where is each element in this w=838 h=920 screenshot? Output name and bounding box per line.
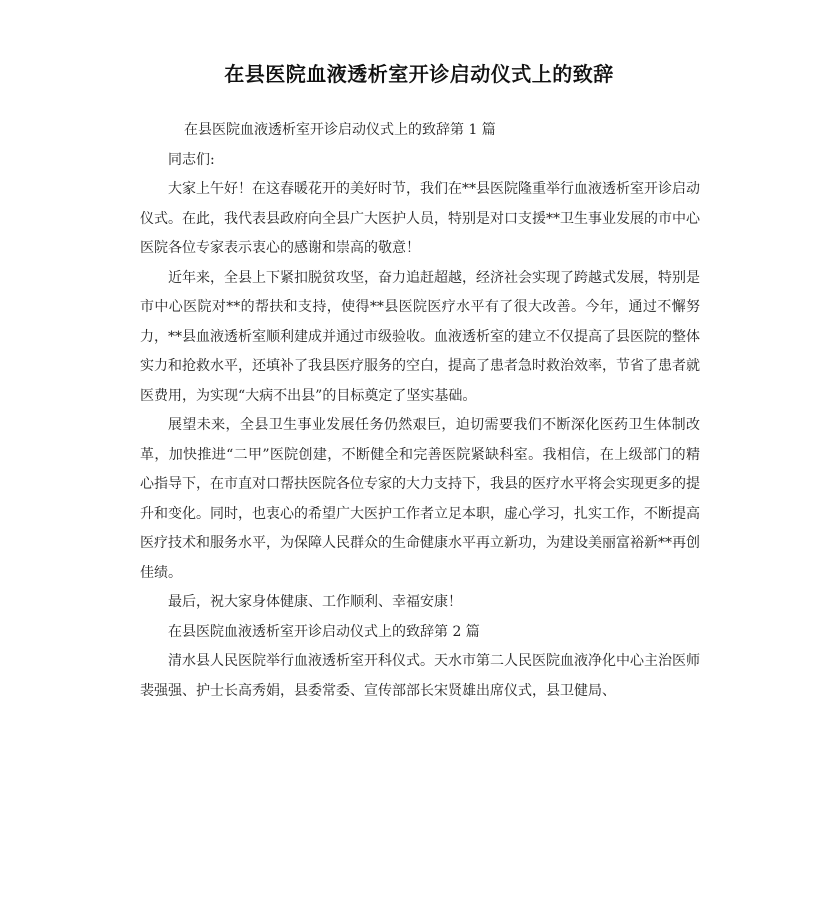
document-body — [140, 116, 700, 706]
salutation: 同志们: — [168, 151, 215, 168]
paragraph-achievements: 近年来，全县上下紧扣脱贫攻坚，奋力追赶超越，经济社会实现了跨越式发展，特别是市中心医院对**的帮扶和支持，使得**县医院医疗水平有了很大改善。今年，通过不懈努力，**县血液透析室顺利建成并通过市级验收。血液透析室的建立不仅提高了县医院的整体实力和抢救水平，还填补了我县医疗服务的空白，提高了患者急时救治效率，节省了患者就医费用，为实现“大病不出县”的目标奠定了坚实基础。 — [140, 269, 700, 404]
paragraph-outlook: 展望未来，全县卫生事业发展任务仍然艰巨，迫切需要我们不断深化医药卫生体制改革，加快推进“二甲”医院创建，不断健全和完善医院紧缺科室。我相信，在上级部门的精心指导下，在市直对口帮扶医院各位专家的大力支持下，我县的医疗水平将会实现更多的提升和变化。同时，也衷心的希望广大医护工作者立足本职，虚心学习，扎实工作，不断提高医疗技术和服务水平，为保障人民群众的生命健康水平再立新功，为建设美丽富裕新**再创佳绩。 — [140, 417, 700, 581]
section-heading-1: 在县医院血液透析室开诊启动仪式上的致辞第 1 篇 — [184, 122, 496, 138]
paragraph-closing: 最后，祝大家身体健康、工作顺利、幸福安康！ — [168, 594, 462, 610]
paragraph-opening: 大家上午好！在这春暖花开的美好时节，我们在**县医院隆重举行血液透析室开诊启动仪式。在此，我代表县政府向全县广大医护人员，特别是对口支援**卫生事业发展的市中心医院各位专家表示衷心的感谢和崇高的敬意！ — [140, 181, 700, 256]
section-heading-2: 在县医院血液透析室开诊启动仪式上的致辞第 2 篇 — [168, 623, 480, 640]
document-title: 在县医院血液透析室开诊启动仪式上的致辞 — [224, 62, 614, 86]
paragraph-second-article: 清水县人民医院举行血液透析室开科仪式。天水市第二人民医院血液净化中心主治医师裴强强、护士长高秀娟，县委常委、宣传部部长宋贤雄出席仪式，县卫健局、 — [140, 653, 700, 699]
